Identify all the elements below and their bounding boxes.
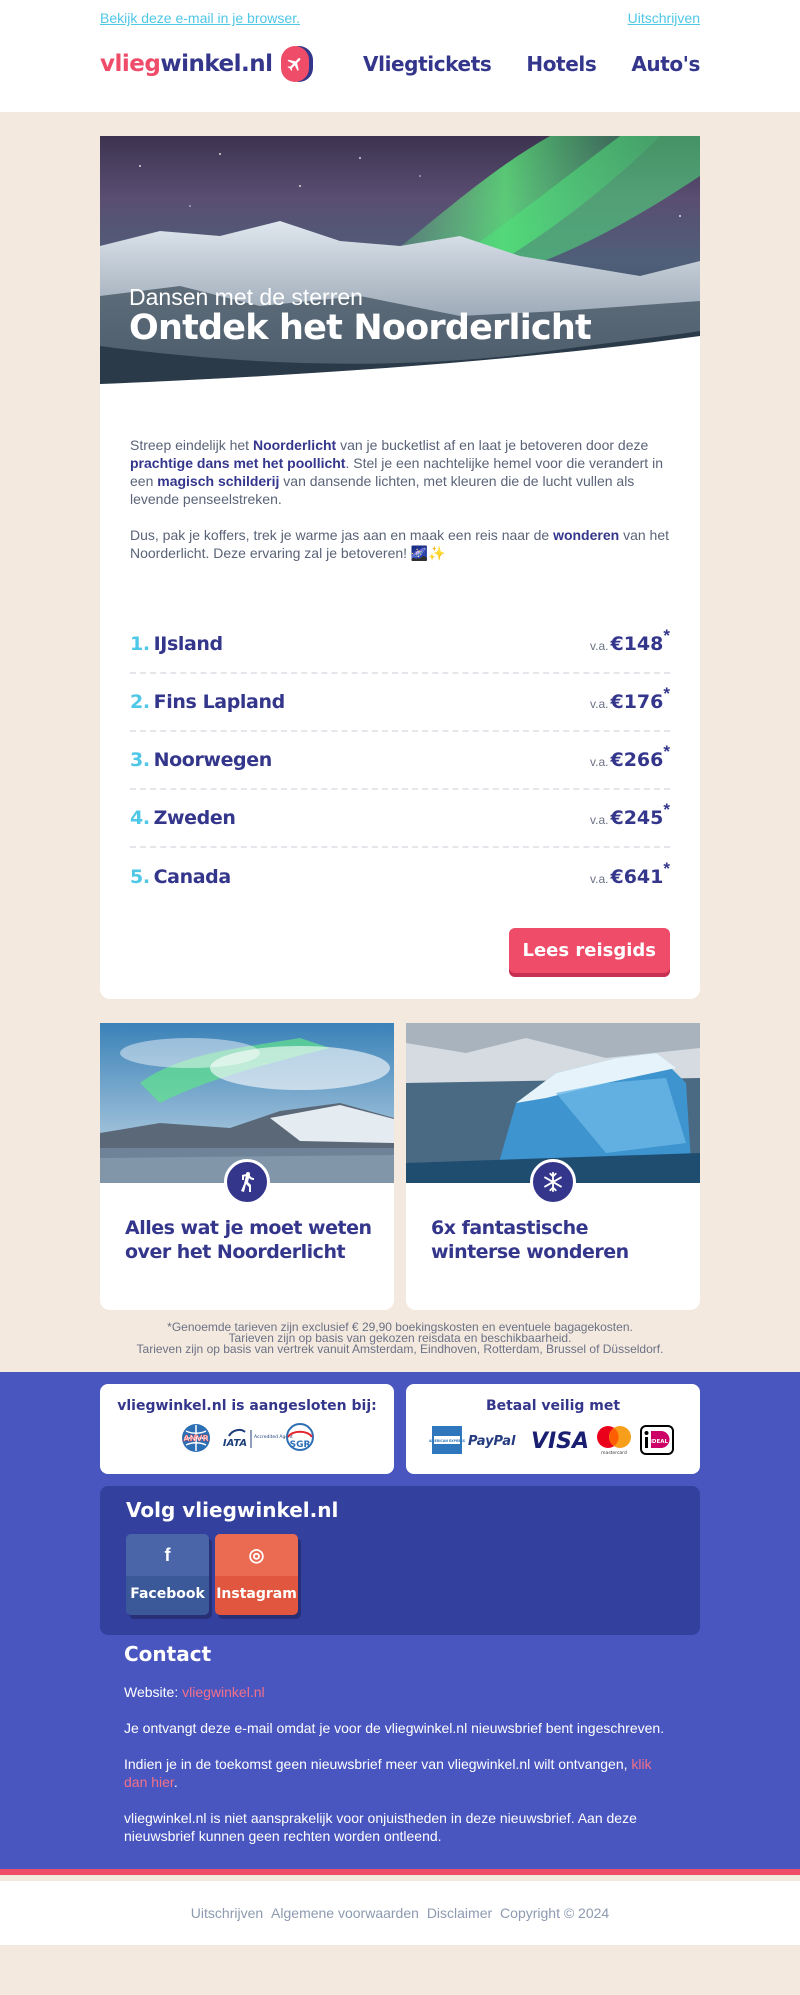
destination-price: v.a. €176 * xyxy=(590,684,670,713)
hero-title: Ontdek het Noorderlicht xyxy=(129,308,591,348)
destination-row[interactable]: 5. Canada v.a. €641 * xyxy=(130,859,670,888)
paypal-logo xyxy=(468,1426,526,1454)
visa-logo xyxy=(532,1426,588,1454)
svg-text:IATA: IATA xyxy=(222,1438,248,1449)
follow-title: Volg vliegwinkel.nl xyxy=(126,1498,339,1522)
contact-section xyxy=(100,1635,700,1845)
article-cards xyxy=(100,1023,700,1310)
nav-flights[interactable]: Vliegtickets xyxy=(363,52,492,76)
liability-notice: vliegwinkel.nl is niet aansprakelijk voor onjuistheden in deze nieuwsbrief. Aan deze nieuwsbrief kunnen geen rechten worden ontleend. xyxy=(124,1810,637,1844)
hero-subtitle: Dansen met de sterren xyxy=(129,284,363,310)
destination-row[interactable]: 4. Zweden v.a. €245 * xyxy=(130,790,670,848)
amex-logo xyxy=(428,1426,466,1454)
affiliations-box xyxy=(100,1384,394,1474)
svg-text:ANVR: ANVR xyxy=(183,1434,209,1443)
instagram-icon: ◎ xyxy=(215,1534,298,1576)
article-card-winter-wonders[interactable] xyxy=(406,1023,700,1310)
destination-name: Canada xyxy=(153,866,231,888)
destination-row[interactable]: 2. Fins Lapland v.a. €176 * xyxy=(130,674,670,732)
destination-price: v.a. €245 * xyxy=(590,800,670,829)
svg-text:VISA: VISA xyxy=(530,1429,590,1454)
contact-title: Contact xyxy=(124,1642,212,1666)
article-title-aurora[interactable]: Alles wat je moet weten over het Noorderlicht xyxy=(125,1217,372,1263)
social-follow-box xyxy=(100,1486,700,1635)
destination-name: IJsland xyxy=(153,633,223,655)
payment-box xyxy=(406,1384,700,1474)
instagram-label: Instagram xyxy=(216,1586,297,1602)
unsubscribe-here-link[interactable]: klik dan hier xyxy=(124,1756,652,1790)
intro-paragraph-1: Streep eindelijk het Noorderlicht van je bucketlist af en laat je betoveren door deze prachtige dans met het poollicht. Stel je een nachtelijke hemel voor die verandert in een magisch schilderij van dansende lichten, met kleuren die de lucht vullen als levende penseelstreken. xyxy=(130,437,663,507)
copyright-text: Copyright © 2024 xyxy=(500,1905,610,1921)
unsubscribe-notice: Indien je in de toekomst geen nieuwsbrief meer van vliegwinkel.nl wilt ontvangen, klik dan hier. xyxy=(124,1756,652,1790)
destination-row[interactable]: 3. Noorwegen v.a. €266 * xyxy=(130,732,670,790)
email-header xyxy=(0,0,800,112)
disclaimer-link[interactable]: Disclaimer xyxy=(426,1905,493,1921)
affiliations-title: vliegwinkel.nl is aangesloten bij: xyxy=(117,1398,377,1414)
hero-banner[interactable] xyxy=(100,136,700,386)
destination-price: v.a. €266 * xyxy=(590,742,670,771)
unsubscribe-link[interactable]: Uitschrijven xyxy=(627,10,700,26)
logo-text-part1: vlieg xyxy=(100,51,161,77)
price-disclaimer: *Genoemde tarieven zijn exclusief € 29,90 boekingskosten en eventuele bagagekosten. Tarieven zijn op basis van gekozen reisdata en beschikbaarheid. Tarieven zijn op basis van vertrek vanuit Amsterdam, Eindhoven, Rotterdam, Brussel of Düsseldorf. xyxy=(136,1320,664,1356)
logo-text-part2: winkel.nl xyxy=(160,51,273,77)
svg-text:PayPal: PayPal xyxy=(468,1434,516,1449)
destination-list xyxy=(130,616,670,906)
nav-cars[interactable]: Auto's xyxy=(631,52,700,76)
anvr-logo xyxy=(176,1422,216,1454)
destination-row[interactable]: 1. IJsland v.a. €148 * xyxy=(130,616,670,674)
svg-text:AMERICAN EXPRESS: AMERICAN EXPRESS xyxy=(428,1439,466,1443)
main-article-card xyxy=(100,136,700,999)
ideal-logo xyxy=(640,1425,674,1455)
iata-logo xyxy=(221,1422,293,1454)
svg-text:mastercard: mastercard xyxy=(601,1451,627,1456)
svg-text:Accredited Agent: Accredited Agent xyxy=(254,1435,293,1440)
terms-link[interactable]: Algemene voorwaarden xyxy=(271,1905,419,1921)
website-link[interactable]: vliegwinkel.nl xyxy=(182,1684,265,1700)
mastercard-logo xyxy=(594,1424,634,1456)
destination-name: Noorwegen xyxy=(153,749,272,771)
top-links xyxy=(100,0,700,26)
svg-text:SGR: SGR xyxy=(289,1440,311,1450)
view-in-browser-link[interactable]: Bekijk deze e-mail in je browser. xyxy=(100,10,300,26)
article-title-winter-wonders[interactable]: 6x fantastische winterse wonderen xyxy=(431,1217,629,1263)
subscription-notice: Je ontvangt deze e-mail omdat je voor de vliegwinkel.nl nieuwsbrief bent ingeschreven. xyxy=(124,1720,665,1736)
facebook-icon: f xyxy=(126,1534,209,1576)
instagram-button[interactable] xyxy=(215,1534,298,1615)
contact-website: Website: vliegwinkel.nl xyxy=(124,1684,265,1700)
facebook-button[interactable] xyxy=(126,1534,209,1615)
facebook-label: Facebook xyxy=(130,1586,205,1602)
vliegwinkel-logo[interactable] xyxy=(100,46,309,82)
destination-price: v.a. €641 * xyxy=(590,859,670,888)
aurora-landscape-image xyxy=(100,136,700,386)
bottom-unsubscribe-link[interactable]: Uitschrijven xyxy=(190,1905,264,1921)
intro-text xyxy=(100,386,700,562)
destination-price: v.a. €148 * xyxy=(590,626,670,655)
main-nav xyxy=(363,52,700,76)
footer xyxy=(0,1372,800,1875)
article-card-aurora[interactable] xyxy=(100,1023,394,1310)
destination-name: Fins Lapland xyxy=(153,691,285,713)
destination-name: Zweden xyxy=(153,807,236,829)
sgr-logo xyxy=(282,1422,318,1454)
read-travel-guide-button[interactable]: Lees reisgids xyxy=(509,928,671,973)
intro-paragraph-2: Dus, pak je koffers, trek je warme jas aan en maak een reis naar de wonderen van het Noorderlicht. Deze ervaring zal je betoveren! 🌌✨ xyxy=(130,527,670,561)
snowflake-icon xyxy=(530,1159,576,1205)
plane-icon xyxy=(281,46,309,82)
hiker-icon xyxy=(224,1159,270,1205)
bottom-links-bar xyxy=(0,1881,800,1945)
payment-title: Betaal veilig met xyxy=(485,1398,621,1414)
nav-hotels[interactable]: Hotels xyxy=(526,52,597,76)
svg-text:iDEAL: iDEAL xyxy=(650,1439,668,1445)
